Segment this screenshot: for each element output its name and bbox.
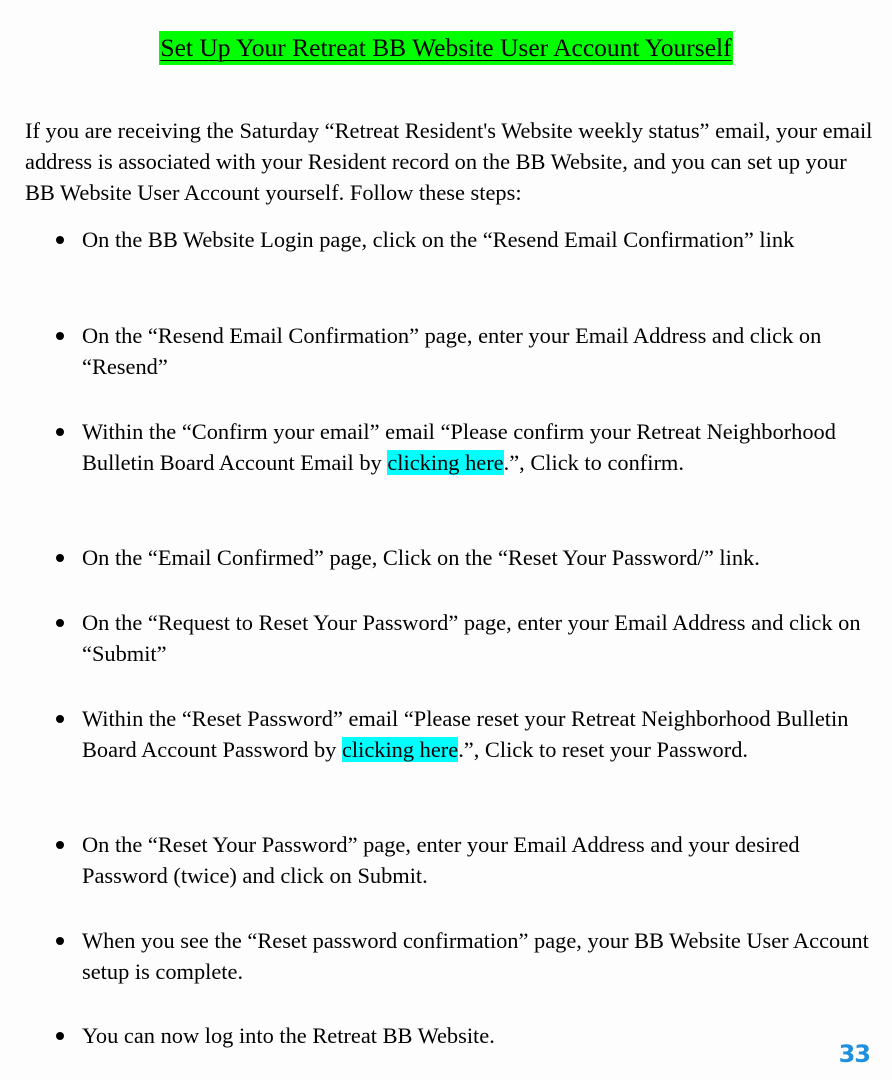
bullet-icon	[56, 619, 64, 627]
list-item	[82, 703, 877, 765]
bullet-icon	[56, 715, 64, 723]
bullet-icon	[56, 841, 64, 849]
step-text-before: Within the “Reset Password” email “Please reset your Retreat Neighborhood Bulletin Board Account Password by	[82, 706, 849, 762]
list-item	[82, 1020, 877, 1051]
page-title: Set Up Your Retreat BB Website User Account Yourself	[159, 31, 732, 65]
list-item	[82, 416, 877, 478]
list-item	[82, 224, 877, 255]
page-number: 33	[838, 1040, 870, 1068]
list-item	[82, 607, 877, 669]
bullet-icon	[56, 937, 64, 945]
step-text: On the “Request to Reset Your Password” page, enter your Email Address and click on “Submit”	[82, 610, 861, 666]
bullet-icon	[56, 554, 64, 562]
step-text: On the “Email Confirmed” page, Click on the “Reset Your Password/” link.	[82, 545, 760, 570]
step-text-before: Within the “Confirm your email” email “Please confirm your Retreat Neighborhood Bulletin Board Account Email by	[82, 419, 836, 475]
list-item	[82, 542, 877, 573]
step-text: You can now log into the Retreat BB Website.	[82, 1023, 495, 1048]
list-item	[82, 829, 877, 891]
step-text: On the BB Website Login page, click on the “Resend Email Confirmation” link	[82, 227, 795, 252]
title-container	[0, 31, 892, 65]
bullet-icon	[56, 236, 64, 244]
step-text: When you see the “Reset password confirmation” page, your BB Website User Account setup is complete.	[82, 928, 869, 984]
step-text-after: .”, Click to confirm.	[503, 450, 684, 475]
list-item	[82, 320, 877, 382]
intro-paragraph: If you are receiving the Saturday “Retreat Resident's Website weekly status” email, your email address is associated with your Resident record on the BB Website, and you can set up your BB Website User Account yourself. Follow these steps:	[25, 118, 873, 205]
bullet-icon	[56, 1032, 64, 1040]
bullet-icon	[56, 332, 64, 340]
list-item	[82, 925, 877, 987]
bullet-icon	[56, 428, 64, 436]
step-text: On the “Reset Your Password” page, enter your Email Address and your desired Password (twice) and click on Submit.	[82, 832, 800, 888]
step-text-after: .”, Click to reset your Password.	[458, 737, 748, 762]
step-text: On the “Resend Email Confirmation” page, enter your Email Address and click on “Resend”	[82, 323, 822, 379]
clicking-here-link[interactable]: clicking here	[387, 450, 504, 475]
clicking-here-link[interactable]: clicking here	[341, 737, 459, 762]
